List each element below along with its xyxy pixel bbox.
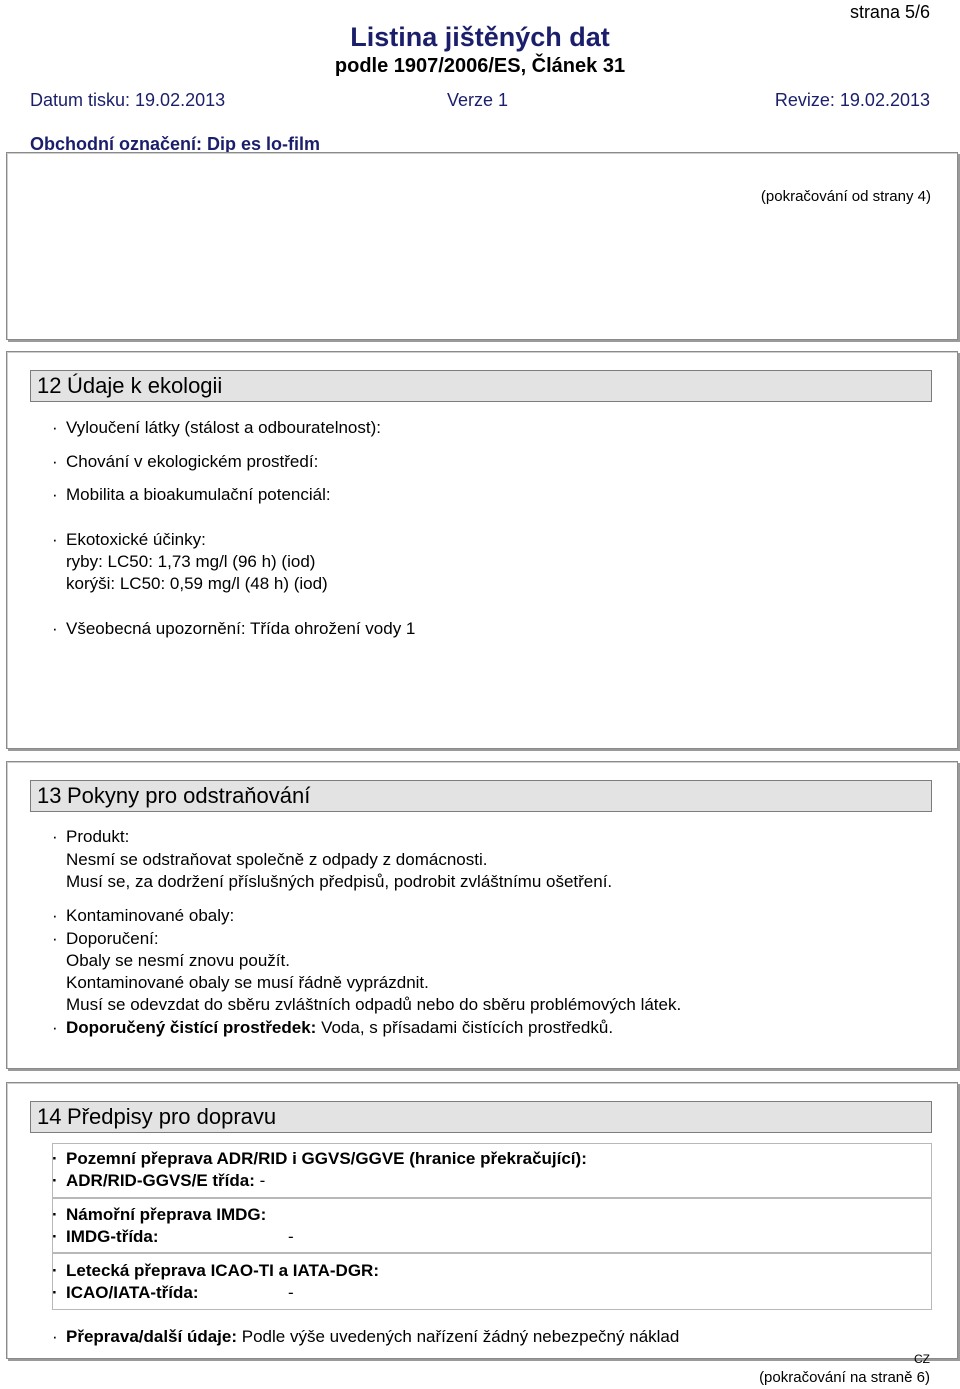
section-title: Předpisy pro dopravu bbox=[67, 1104, 277, 1129]
document-title: Listina jištěných dat bbox=[350, 22, 610, 52]
s12-fish: ryby: LC50: 1,73 mg/l (96 h) (iod) bbox=[66, 552, 316, 571]
revision-date: Revize: 19.02.2013 bbox=[774, 90, 930, 110]
s14-icao-class: · ICAO/IATA-třída: - bbox=[52, 1283, 294, 1302]
document-subtitle: podle 1907/2006/ES, Článek 31 bbox=[334, 55, 626, 77]
print-date: Datum tisku: 19.02.2013 bbox=[30, 90, 226, 110]
s13-rec-2: Kontaminované obaly se musí řádně vyprázdnit. bbox=[66, 973, 429, 992]
section-14-heading bbox=[30, 1101, 932, 1133]
section-title: Údaje k ekologii bbox=[67, 373, 223, 398]
trade-name: Obchodní označení: Dip es lo-film bbox=[30, 134, 321, 154]
s12-behaviour: · Chování v ekologickém prostředí: bbox=[52, 452, 319, 471]
s13-product-note-2: Musí se, za dodržení příslušných předpisů, podrobit zvláštnímu ošetření. bbox=[66, 872, 613, 891]
s12-general-notes: · Všeobecná upozornění: Třída ohrožení vody 1 bbox=[52, 619, 416, 638]
section-number: 13 bbox=[37, 783, 62, 808]
section-number: 12 bbox=[37, 373, 62, 398]
continuation-box bbox=[6, 152, 958, 340]
s14-imdg-class: · IMDG-třída: - bbox=[52, 1227, 294, 1246]
continued-to-note: (pokračování na straně 6) bbox=[759, 1369, 930, 1386]
continued-from-note: (pokračování od strany 4) bbox=[760, 188, 931, 205]
section-number: 14 bbox=[37, 1104, 62, 1129]
s14-other-info: · Přeprava/další údaje: Podle výše uvedených nařízení žádný nebezpečný náklad bbox=[52, 1327, 680, 1346]
section-12-box bbox=[6, 351, 958, 749]
page-number: strana 5/6 bbox=[849, 2, 930, 22]
s14-air-transport: · Letecká přeprava ICAO-TI a IATA-DGR: bbox=[52, 1261, 379, 1280]
section-12-heading bbox=[30, 370, 932, 402]
s12-degradability: · Vyloučení látky (stálost a odbouratelnost): bbox=[52, 418, 381, 437]
s13-cleaning-agent: · Doporučený čistící prostředek: Voda, s přísadami čistících prostředků. bbox=[52, 1018, 614, 1037]
s12-crustaceans: korýši: LC50: 0,59 mg/l (48 h) (iod) bbox=[66, 574, 328, 593]
section-title: Pokyny pro odstraňování bbox=[67, 783, 311, 808]
s14-adr-class: · ADR/RID-GGVS/E třída: - bbox=[52, 1171, 266, 1190]
s12-mobility: · Mobilita a bioakumulační potenciál: bbox=[52, 485, 331, 504]
section-13-heading bbox=[30, 780, 932, 812]
version: Verze 1 bbox=[447, 90, 509, 110]
s13-product: · Produkt: bbox=[52, 827, 130, 846]
s12-ecotox: · Ekotoxické účinky: bbox=[52, 530, 206, 549]
language-code: CZ bbox=[914, 1352, 930, 1366]
s13-rec-3: Musí se odevzdat do sběru zvláštních odpadů nebo do sběru problémových látek. bbox=[66, 995, 682, 1014]
s14-land-transport: · Pozemní přeprava ADR/RID i GGVS/GGVE (hranice překračující): bbox=[52, 1149, 587, 1168]
s13-recommendation: · Doporučení: bbox=[52, 929, 159, 948]
s13-packaging: · Kontaminované obaly: bbox=[52, 906, 235, 925]
s13-rec-1: Obaly se nesmí znovu použít. bbox=[66, 951, 290, 970]
s14-sea-transport: · Námořní přeprava IMDG: bbox=[52, 1205, 267, 1224]
s13-product-note-1: Nesmí se odstraňovat společně z odpady z domácnosti. bbox=[66, 850, 488, 869]
